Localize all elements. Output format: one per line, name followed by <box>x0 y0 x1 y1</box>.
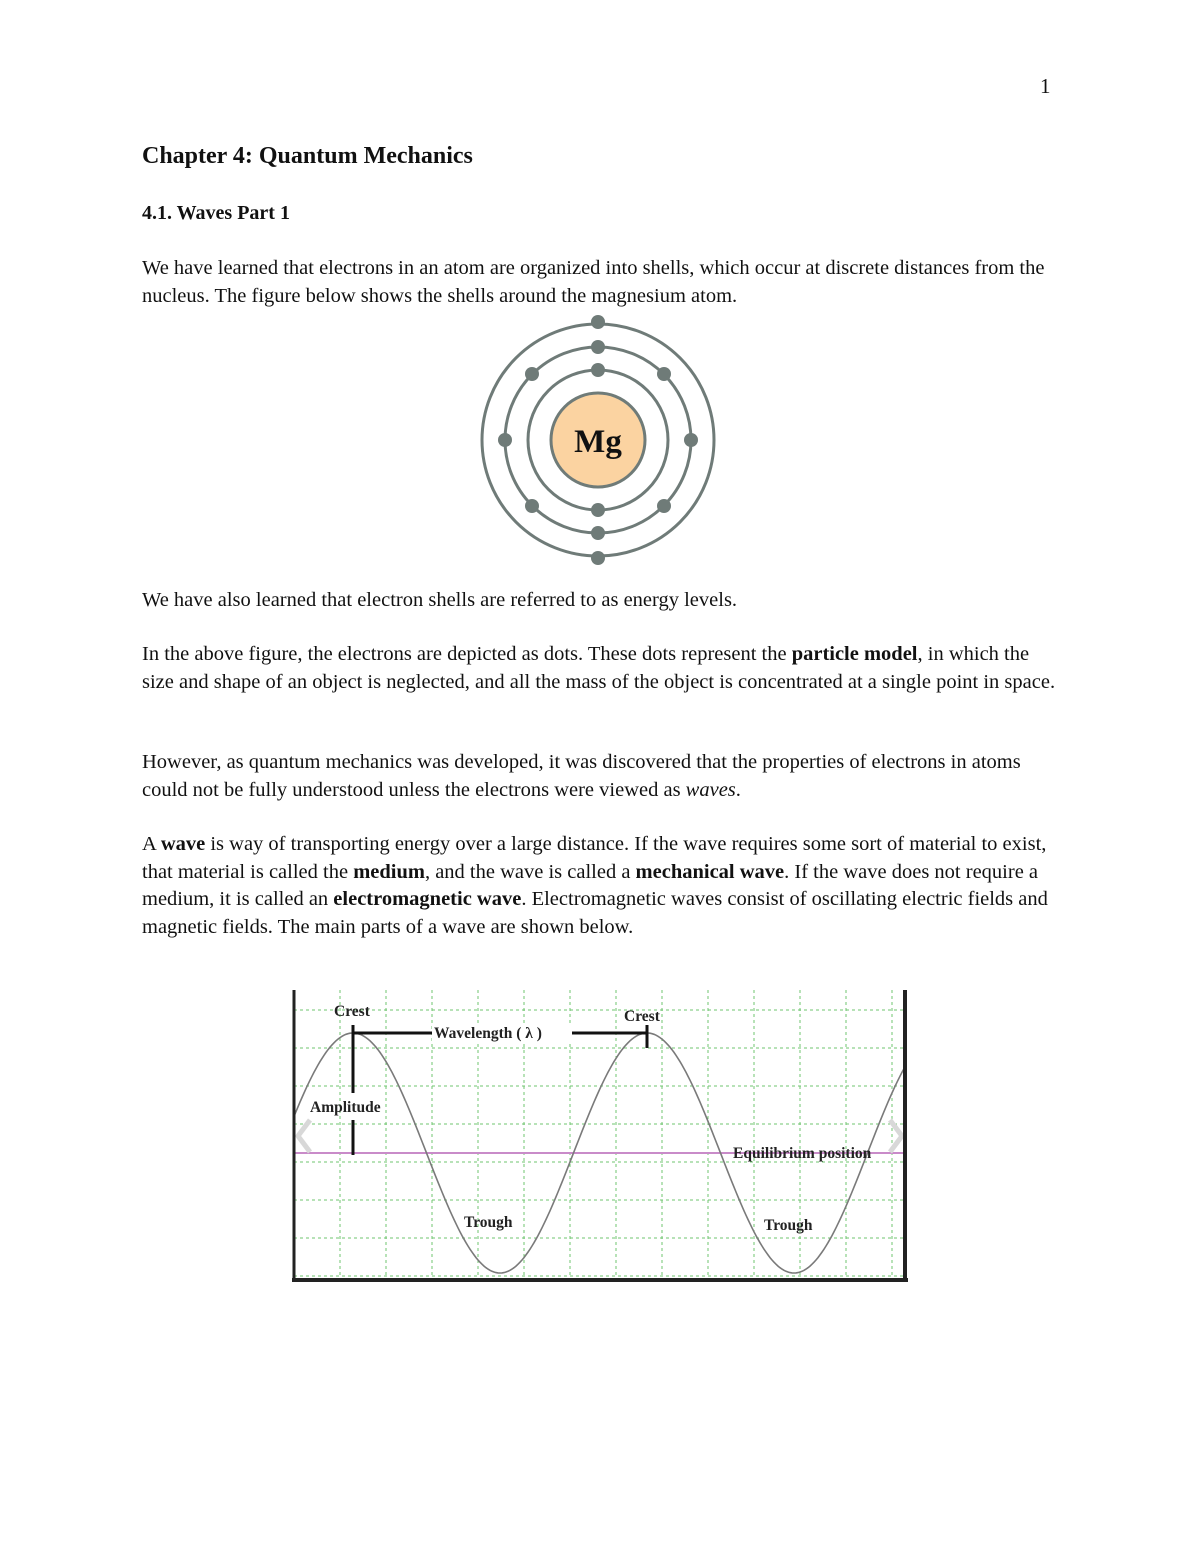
paragraph-energy-levels: We have also learned that electron shells are referred to as energy levels. <box>142 589 738 611</box>
atom-symbol: Mg <box>574 424 622 460</box>
electron <box>591 363 605 377</box>
electron <box>657 499 671 513</box>
electron <box>525 499 539 513</box>
label-equilibrium-position: Equilibrium position <box>733 1145 872 1162</box>
p5-text-d: , and the wave is called a <box>424 860 636 883</box>
p5-text-a: A <box>142 833 161 855</box>
electron <box>498 433 512 447</box>
p4-text-c: . <box>735 778 741 801</box>
label-trough-left: Trough <box>464 1214 513 1231</box>
paragraph-particle-model <box>142 641 1062 696</box>
paragraph-quantum-waves <box>142 749 1062 804</box>
electron <box>657 367 671 381</box>
label-trough-right: Trough <box>764 1217 813 1234</box>
electron <box>591 315 605 329</box>
electron <box>591 526 605 540</box>
paragraph-wave-definition <box>142 831 1062 941</box>
term-electromagnetic-wave: electromagnetic wave <box>333 888 522 910</box>
magnesium-atom-figure <box>472 312 722 574</box>
p4-text-a: However, as quantum mechanics was developed, it was discovered that the properties of electrons in atoms could not be fully understood unless the electrons were viewed as <box>142 751 1021 801</box>
p3-text-a: In the above figure, the electrons are depicted as dots. These dots represent the <box>142 643 792 665</box>
term-waves: waves <box>685 778 736 801</box>
term-wave: wave <box>160 833 206 855</box>
electron <box>591 503 605 517</box>
term-medium: medium <box>353 860 425 883</box>
term-mechanical-wave: mechanical wave <box>635 860 785 883</box>
paragraph-shells: We have learned that electrons in an atom are organized into shells, which occur at discrete distances from the nucleus. The figure below shows the shells around the magnesium atom. <box>142 257 1045 307</box>
chapter-title: Chapter 4: Quantum Mechanics <box>142 143 473 169</box>
electron <box>591 340 605 354</box>
label-crest-right: Crest <box>624 1008 660 1025</box>
page-number: 1 <box>1040 74 1051 98</box>
wave-parts-figure <box>292 990 908 1282</box>
electron <box>525 367 539 381</box>
p5-text-e: . If the wave does not require a medium, it is called an <box>142 860 1039 910</box>
section-title: 4.1. Waves Part 1 <box>142 202 290 224</box>
label-crest-left: Crest <box>334 1003 370 1020</box>
p5-text-f: . Electromagnetic waves consist of oscillating electric fields and magnetic fields. The main parts of a wave are shown below. <box>142 888 1048 938</box>
electron <box>591 551 605 565</box>
p3-text-c: , in which the size and shape of an object is neglected, and all the mass of the object is concentrated at a single point in space. <box>142 643 1056 693</box>
term-particle-model: particle model <box>791 643 918 665</box>
p5-text-c: is way of transporting energy over a large distance. If the wave requires some sort of material to exist, that material is called the <box>142 833 1047 883</box>
label-wavelength: Wavelength ( λ ) <box>434 1025 542 1042</box>
electron <box>684 433 698 447</box>
label-amplitude: Amplitude <box>310 1099 381 1116</box>
